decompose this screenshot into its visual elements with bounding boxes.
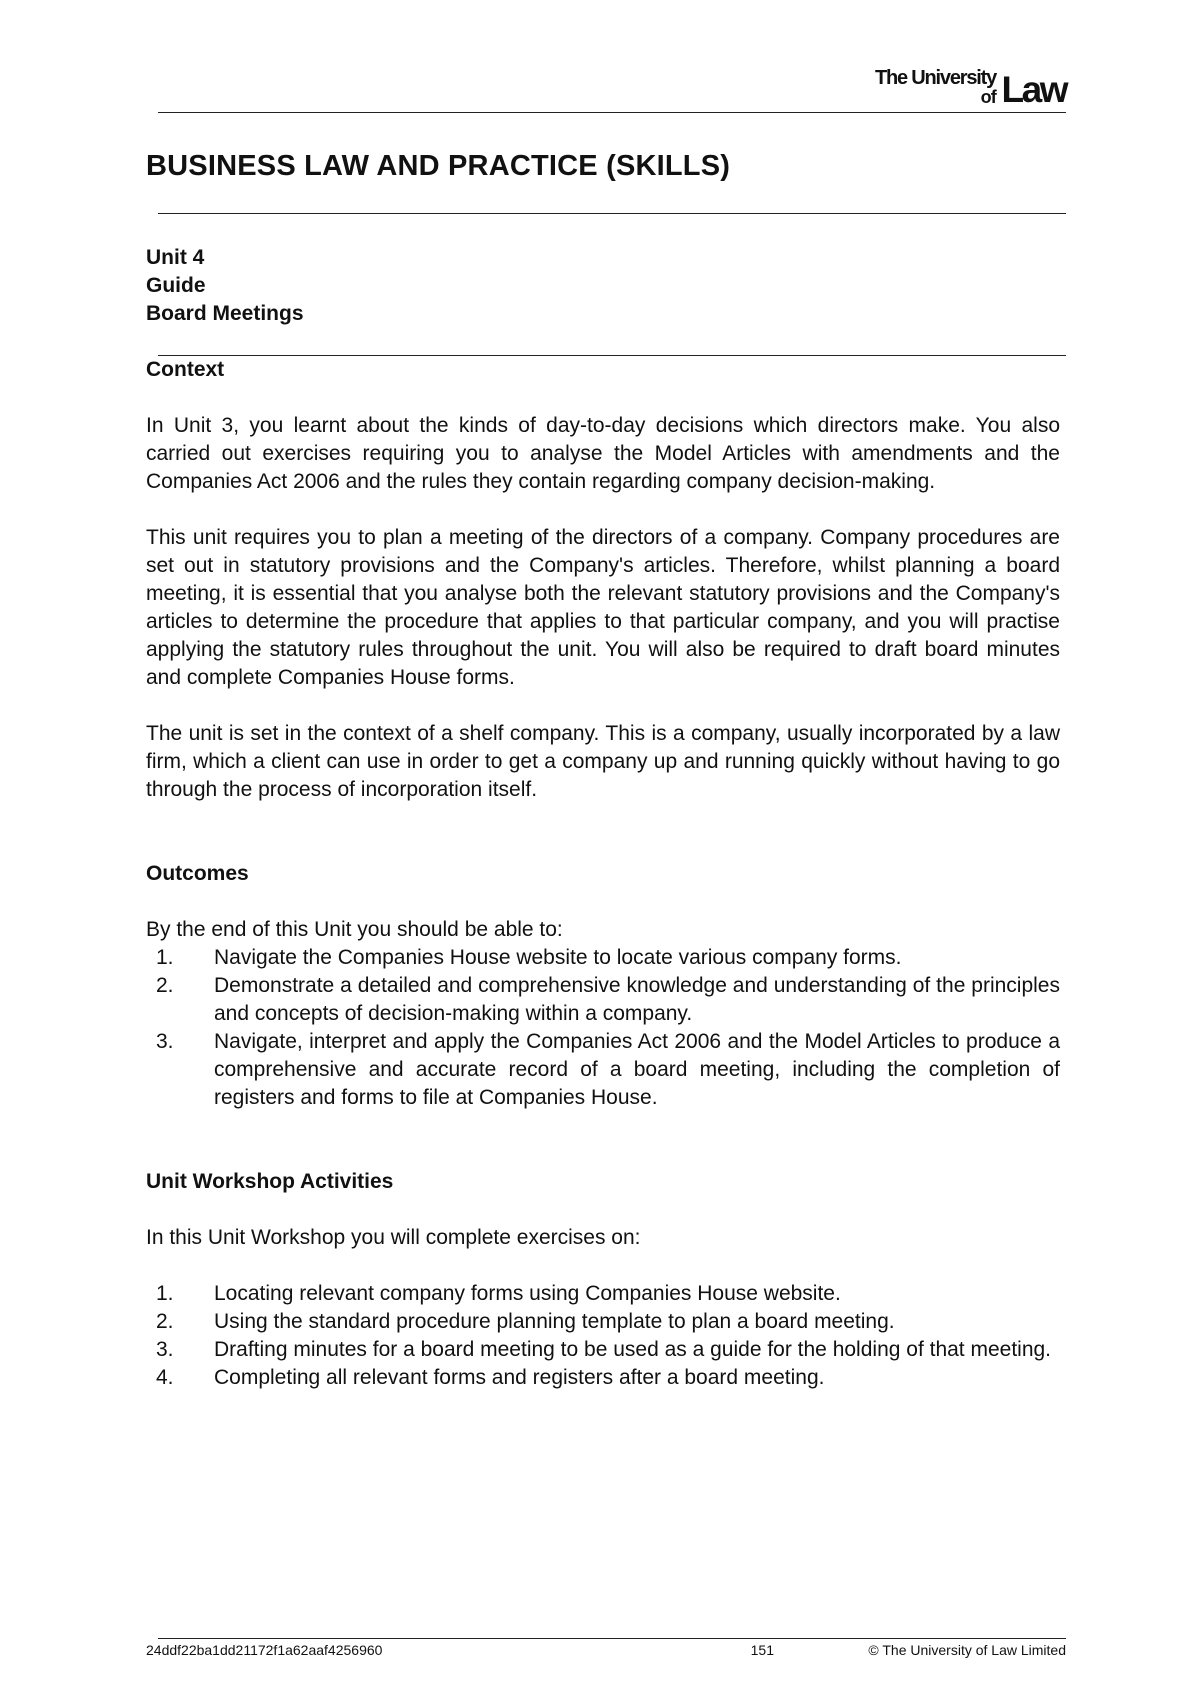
footer-rule bbox=[158, 1638, 1066, 1639]
page-number: 151 bbox=[750, 1642, 774, 1658]
title-rule bbox=[158, 213, 1066, 214]
unit-number: Unit 4 bbox=[146, 246, 205, 269]
page-footer bbox=[146, 1642, 1066, 1664]
context-heading: Context bbox=[146, 358, 225, 381]
activity-number: 3. bbox=[156, 1338, 174, 1361]
logo-line-2: of bbox=[980, 87, 996, 107]
outcome-number: 1. bbox=[156, 946, 174, 969]
logo-line-1: The University bbox=[874, 67, 996, 89]
outcome-item bbox=[146, 1028, 1060, 1112]
activity-text: Completing all relevant forms and registers after a board meeting. bbox=[214, 1366, 825, 1389]
outcome-item bbox=[146, 944, 1060, 972]
activity-text: Locating relevant company forms using Companies House website. bbox=[214, 1282, 841, 1305]
logo-line-3: Law bbox=[1001, 69, 1066, 110]
outcomes-list bbox=[146, 944, 1060, 1112]
outcome-number: 3. bbox=[156, 1030, 174, 1053]
context-paragraph: This unit requires you to plan a meeting of the directors of a company. Company procedures are set out in statutory provisions and the Company's articles. Therefore, whilst planning a board meeting, it is essential that you analyse both the relevant statutory provisions and the Company's articles to determine the procedure that applies to that particular company, and you will practise applying the statutory rules throughout the unit. You will also be required to draft board minutes and complete Companies House forms. bbox=[146, 526, 1060, 689]
context-section bbox=[146, 356, 1060, 804]
outcome-text: Navigate, interpret and apply the Companies Act 2006 and the Model Articles to produce a comprehensive and accurate record of a board meeting, including the completion of registers and forms to file at Companies House. bbox=[214, 1030, 1060, 1109]
activity-item bbox=[146, 1280, 1060, 1308]
university-logo bbox=[851, 66, 1066, 110]
outcome-number: 2. bbox=[156, 974, 174, 997]
activity-text: Drafting minutes for a board meeting to be used as a guide for the holding of that meeting. bbox=[214, 1338, 1052, 1361]
outcome-text: Demonstrate a detailed and comprehensive knowledge and understanding of the principles and concepts of decision-making within a company. bbox=[214, 974, 1060, 1025]
outcomes-section bbox=[146, 860, 1060, 1112]
activities-list bbox=[146, 1280, 1060, 1392]
copyright-notice: © The University of Law Limited bbox=[868, 1642, 1066, 1658]
activities-intro: In this Unit Workshop you will complete exercises on: bbox=[146, 1226, 641, 1249]
activity-item bbox=[146, 1308, 1060, 1336]
document-body bbox=[146, 356, 1060, 1392]
activity-item bbox=[146, 1364, 1060, 1392]
activities-section bbox=[146, 1168, 1060, 1392]
activities-heading: Unit Workshop Activities bbox=[146, 1170, 394, 1193]
unit-topic: Board Meetings bbox=[146, 302, 304, 325]
context-paragraph: In Unit 3, you learnt about the kinds of day-to-day decisions which directors make. You also carried out exercises requiring you to analyse the Model Articles with amendments and the Companies Act 2006 and the rules they contain regarding company decision-making. bbox=[146, 414, 1060, 493]
outcomes-intro: By the end of this Unit you should be able to: bbox=[146, 918, 563, 941]
activity-item bbox=[146, 1336, 1060, 1364]
context-paragraph: The unit is set in the context of a shelf company. This is a company, usually incorporated by a law firm, which a client can use in order to get a company up and running quickly without having to go through the process of incorporation itself. bbox=[146, 722, 1060, 801]
header-rule bbox=[158, 112, 1066, 113]
unit-type: Guide bbox=[146, 274, 206, 297]
activity-number: 1. bbox=[156, 1282, 174, 1305]
unit-info bbox=[146, 244, 304, 328]
outcomes-heading: Outcomes bbox=[146, 862, 249, 885]
outcome-text: Navigate the Companies House website to locate various company forms. bbox=[214, 946, 902, 969]
activity-text: Using the standard procedure planning template to plan a board meeting. bbox=[214, 1310, 895, 1333]
activity-number: 2. bbox=[156, 1310, 174, 1333]
activity-number: 4. bbox=[156, 1366, 174, 1389]
outcome-item bbox=[146, 972, 1060, 1028]
document-id: 24ddf22ba1dd21172f1a62aaf4256960 bbox=[146, 1642, 383, 1658]
document-title: BUSINESS LAW AND PRACTICE (SKILLS) bbox=[146, 150, 731, 182]
